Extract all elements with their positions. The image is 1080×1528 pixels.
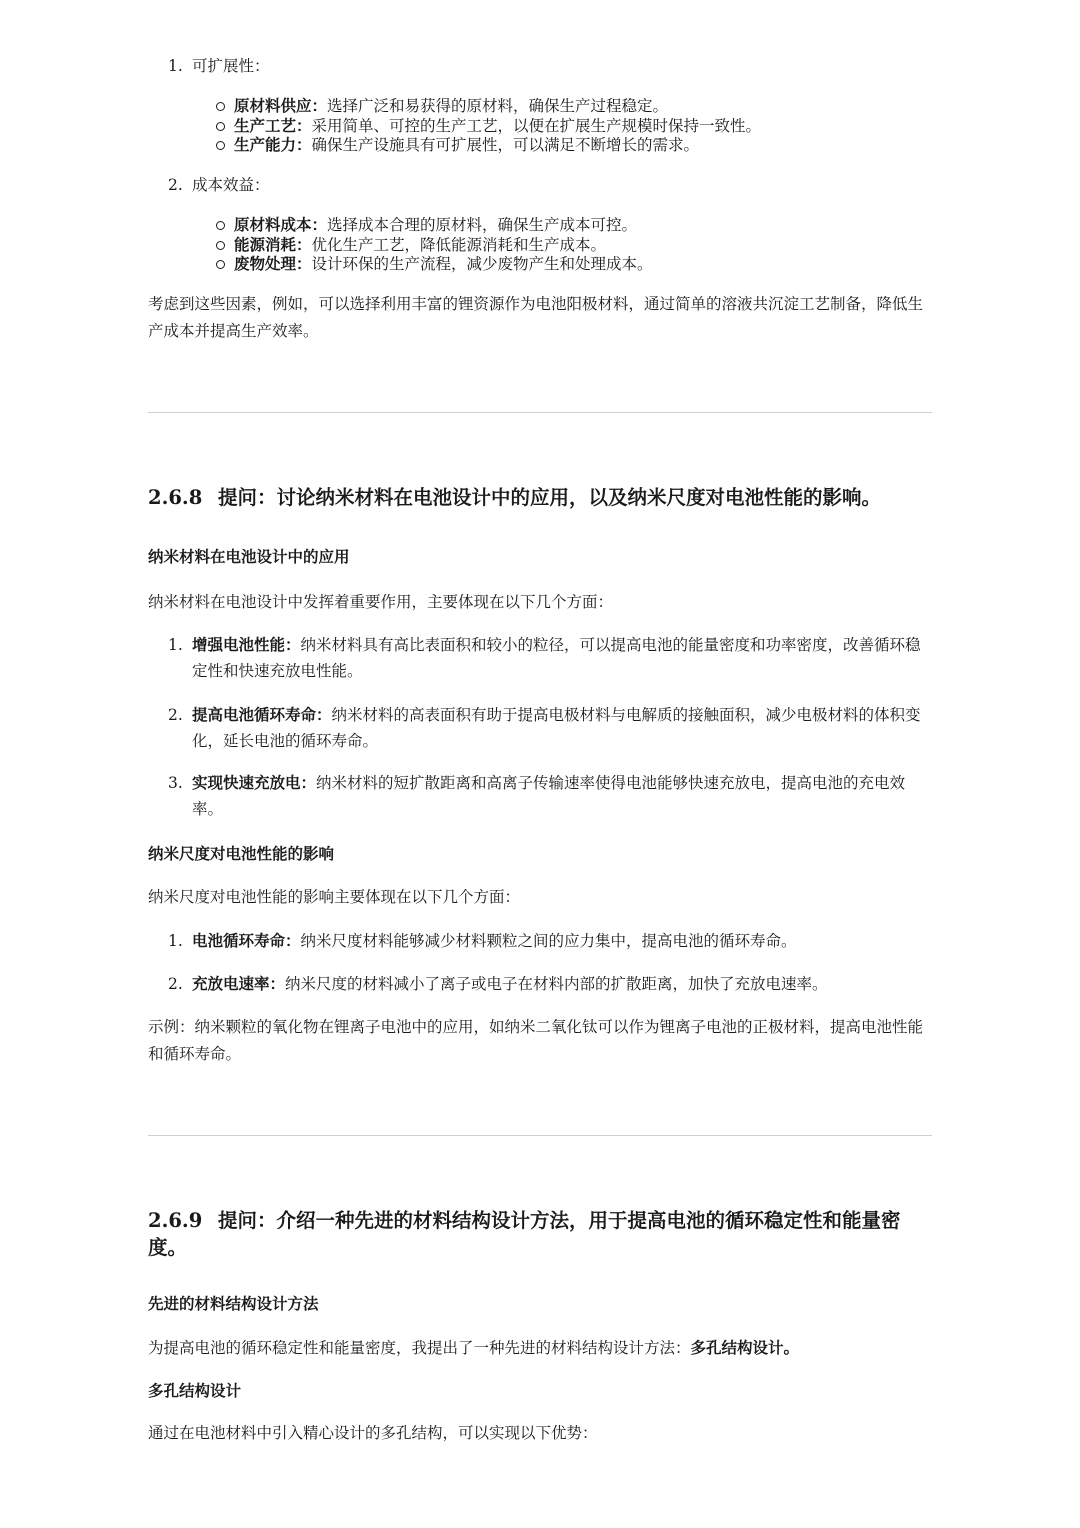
bullet-icon [216, 260, 225, 269]
subheading: 多孔结构设计 [148, 1381, 242, 1400]
bullet-icon [216, 241, 225, 250]
bullet-text: 优化生产工艺，降低能源消耗和生产成本。 [311, 236, 607, 254]
section-title: 提问：讨论纳米材料在电池设计中的应用，以及纳米尺度对电池性能的影响。 [218, 486, 882, 509]
bullet-label: 废物处理： [234, 254, 312, 273]
bullet-item [216, 116, 934, 136]
paragraph-bold: 多孔结构设计。 [690, 1338, 800, 1357]
bullet-item [216, 96, 934, 116]
list-label: 增强电池性能： [192, 635, 301, 654]
paragraph [148, 1334, 934, 1362]
bullet-item [216, 215, 934, 235]
bullet-text: 确保生产设施具有可扩展性，可以满足不断增长的需求。 [311, 136, 700, 154]
paragraph: 通过在电池材料中引入精心设计的多孔结构，可以实现以下优势： [148, 1424, 598, 1442]
bullet-item [216, 135, 934, 155]
list-number: 1. [168, 57, 183, 75]
summary-paragraph: 考虑到这些因素，例如，可以选择利用丰富的锂资源作为电池阳极材料，通过简单的溶液共沉淀工艺制备，降低生产成本并提高生产效率。 [148, 295, 924, 340]
list-number: 2. [168, 706, 183, 724]
bullet-item [216, 254, 934, 274]
list-text: 纳米尺度的材料减小了离子或电子在材料内部的扩散距离，加快了充放电速率。 [285, 975, 828, 993]
bullet-text: 设计环保的生产流程，减少废物产生和处理成本。 [311, 255, 653, 273]
paragraph-text: 为提高电池的循环稳定性和能量密度，我提出了一种先进的材料结构设计方法： [148, 1339, 691, 1357]
list-label: 提高电池循环寿命： [192, 705, 332, 724]
section-heading-2-6-9 [148, 1207, 934, 1261]
bullet-text: 采用简单、可控的生产工艺，以便在扩展生产规模时保持一致性。 [311, 117, 762, 135]
list-text: 纳米材料的高表面积有助于提高电极材料与电解质的接触面积，减少电极材料的体积变化，延长电池的循环寿命。 [192, 706, 921, 750]
example-paragraph: 示例：纳米颗粒的氧化物在锂离子电池中的应用，如纳米二氧化钛可以作为锂离子电池的正极材料，提高电池性能和循环寿命。 [148, 1018, 924, 1063]
list-item-cost [168, 172, 934, 198]
section-number: 2.6.9 [148, 1209, 203, 1232]
subheading: 先进的材料结构设计方法 [148, 1294, 319, 1313]
section-title: 提问：介绍一种先进的材料结构设计方法，用于提高电池的循环稳定性和能量密度。 [148, 1209, 901, 1259]
list-number: 1. [168, 932, 183, 950]
section-divider [148, 412, 932, 413]
list-item [168, 928, 934, 954]
list-number: 3. [168, 774, 183, 792]
list-label: 电池循环寿命： [192, 931, 301, 950]
bullet-label: 生产工艺： [234, 116, 312, 135]
subheading: 纳米尺度对电池性能的影响 [148, 844, 335, 863]
paragraph: 纳米尺度对电池性能的影响主要体现在以下几个方面： [148, 888, 521, 906]
bullet-item [216, 235, 934, 255]
bullet-label: 原材料供应： [234, 96, 328, 115]
bullet-text: 选择成本合理的原材料，确保生产成本可控。 [327, 216, 638, 234]
bullet-icon [216, 221, 225, 230]
list-item-title: 可扩展性： [192, 57, 270, 75]
list-item-scalability [168, 53, 934, 79]
list-text: 纳米材料具有高比表面积和较小的粒径，可以提高电池的能量密度和功率密度，改善循环稳定性和快速充放电性能。 [192, 636, 921, 680]
list-label: 实现快速充放电： [192, 773, 317, 792]
list-item-title: 成本效益： [192, 176, 270, 194]
list-text: 纳米材料的短扩散距离和高离子传输速率使得电池能够快速充放电，提高电池的充电效率。 [192, 774, 906, 818]
bullet-icon [216, 141, 225, 150]
list-item [168, 702, 934, 754]
list-number: 1. [168, 636, 183, 654]
bullet-icon [216, 102, 225, 111]
list-number: 2. [168, 176, 183, 194]
bullet-label: 生产能力： [234, 135, 312, 154]
section-heading-2-6-8 [148, 484, 934, 511]
list-text: 纳米尺度材料能够减少材料颗粒之间的应力集中，提高电池的循环寿命。 [300, 932, 797, 950]
bullet-icon [216, 122, 225, 131]
section-divider [148, 1135, 932, 1136]
section-number: 2.6.8 [148, 486, 203, 509]
list-item [168, 632, 934, 684]
paragraph: 纳米材料在电池设计中发挥着重要作用，主要体现在以下几个方面： [148, 593, 614, 611]
bullet-label: 原材料成本： [234, 215, 328, 234]
list-item [168, 770, 934, 822]
bullet-text: 选择广泛和易获得的原材料，确保生产过程稳定。 [327, 97, 669, 115]
list-label: 充放电速率： [192, 974, 286, 993]
list-number: 2. [168, 975, 183, 993]
list-item [168, 971, 934, 997]
bullet-label: 能源消耗： [234, 235, 312, 254]
subheading: 纳米材料在电池设计中的应用 [148, 547, 350, 566]
